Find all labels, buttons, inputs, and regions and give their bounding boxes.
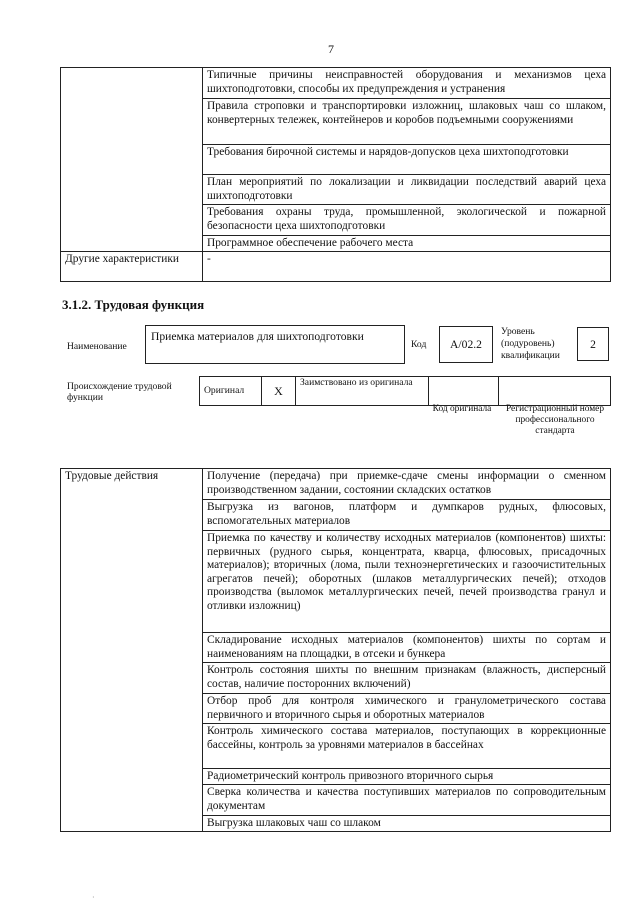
empty-label-cell bbox=[61, 68, 203, 252]
borrowed-cell: Заимствовано из оригинала bbox=[296, 377, 429, 406]
labor-actions-label: Трудовые действия bbox=[61, 469, 203, 832]
table-row bbox=[61, 469, 611, 500]
page-number: 7 bbox=[328, 42, 334, 56]
name-field bbox=[145, 325, 405, 364]
registration-caption: Регистрационный номер профессионального стандарта bbox=[505, 404, 605, 436]
list-item: Требования бирочной системы и нарядов-допусков цеха шихтоподготовки bbox=[203, 145, 611, 175]
table-row bbox=[200, 377, 611, 406]
level-label: Уровень (подуровень) квалификации bbox=[501, 326, 560, 361]
list-item: Контроль состояния шихты по внешним признакам (влажность, дисперсный состав, наличие посторонних включений) bbox=[203, 663, 611, 694]
origin-table bbox=[199, 376, 611, 406]
original-code-caption: Код оригинала bbox=[432, 404, 492, 414]
knowledge-table bbox=[60, 67, 611, 282]
list-item: Приемка по качеству и количеству исходных материалов (компонентов) шихты: первичных (рудного сырья, концентрата, кварца, флюсовых, присадочных материалов); вторичных (лома, пыли техноэнергетических и газоочистительных агрегатов печей); оборотных (шлаков металлургических печей); отходов производства (выломок металлургических печей, печей производства гранул и отливки изложниц) bbox=[203, 531, 611, 633]
list-item: Правила строповки и транспортировки изложниц, шлаковых чаш со шлаком, конвертерных тележек, контейнеров и коробов подъемными сооружениями bbox=[203, 99, 611, 145]
name-label: Наименование bbox=[67, 341, 127, 352]
scan-speck: · bbox=[92, 893, 95, 902]
registration-number-cell bbox=[499, 377, 611, 406]
level-field bbox=[577, 327, 609, 361]
code-field bbox=[439, 326, 493, 363]
original-mark: X bbox=[262, 377, 296, 406]
list-item: Выгрузка из вагонов, платформ и думпкаров рудных, флюсовых, вспомогательных материалов bbox=[203, 500, 611, 531]
list-item: Сверка количества и качества поступивших материалов по сопроводительным документам bbox=[203, 785, 611, 816]
list-item: Получение (передача) при приемке-сдаче смены информации о сменном производственном задании, состоянии складских остатков bbox=[203, 469, 611, 500]
table-row bbox=[61, 68, 611, 99]
list-item: Отбор проб для контроля химического и гранулометрического состава первичного и вторичного сырья и оборотных материалов bbox=[203, 694, 611, 724]
other-characteristics-label: Другие характеристики bbox=[61, 252, 203, 282]
section-title: 3.1.2. Трудовая функция bbox=[62, 297, 205, 312]
list-item: Программное обеспечение рабочего места bbox=[203, 236, 611, 252]
list-item: Радиометрический контроль привозного вторичного сырья bbox=[203, 769, 611, 785]
origin-label: Происхождение трудовой функции bbox=[67, 381, 172, 403]
other-characteristics-value: - bbox=[203, 252, 611, 282]
list-item: Требования охраны труда, промышленной, экологической и пожарной безопасности цеха шихтоподготовки bbox=[203, 205, 611, 236]
level-value: 2 bbox=[590, 337, 596, 351]
name-value: Приемка материалов для шихтоподготовки bbox=[151, 330, 364, 343]
table-row bbox=[61, 252, 611, 282]
list-item: Выгрузка шлаковых чаш со шлаком bbox=[203, 816, 611, 832]
list-item: Контроль химического состава материалов, поступающих в коррекционные бассейны, контроль за уровнями материалов в бассейнах bbox=[203, 724, 611, 769]
code-label: Код bbox=[411, 339, 427, 350]
list-item: Складирование исходных материалов (компонентов) шихты по сортам и наименованиям на площадки, в отсеки и бункера bbox=[203, 633, 611, 663]
original-cell: Оригинал bbox=[200, 377, 262, 406]
labor-actions-table bbox=[60, 468, 611, 832]
list-item: План мероприятий по локализации и ликвидации последствий аварий цеха шихтоподготовки bbox=[203, 175, 611, 205]
original-code-cell bbox=[429, 377, 499, 406]
code-value: A/02.2 bbox=[450, 338, 482, 351]
list-item: Типичные причины неисправностей оборудования и механизмов цеха шихтоподготовки, способы их предупреждения и устранения bbox=[203, 68, 611, 99]
